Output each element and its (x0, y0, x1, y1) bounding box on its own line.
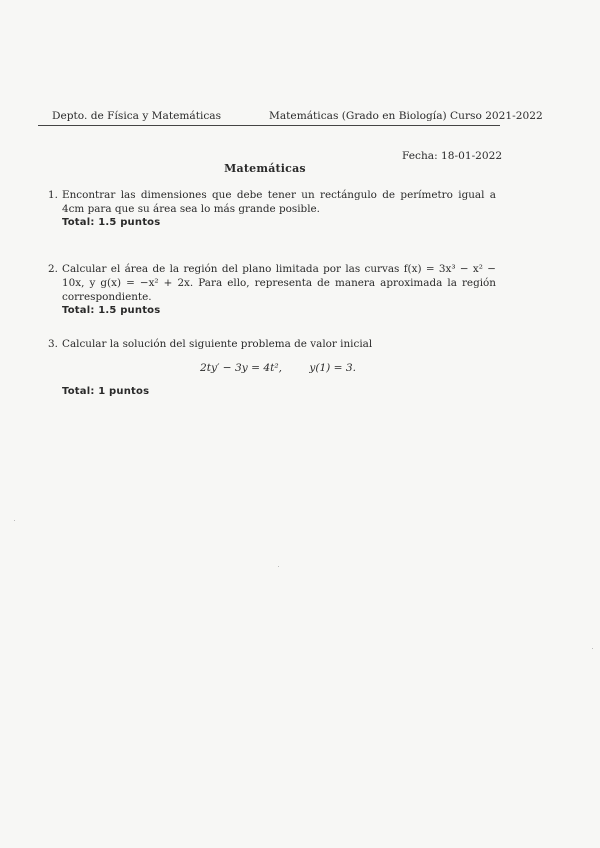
question-total: Total: 1.5 puntos (62, 217, 161, 228)
scan-speck (278, 566, 279, 567)
question-3 (48, 337, 496, 351)
question-text: Encontrar las dimensiones que debe tener un rectángulo de perímetro igual a 4cm para que su área sea lo más grande posible. (62, 189, 496, 215)
question-2 (48, 262, 496, 318)
question-text: Calcular el área de la región del plano limitada por las curvas f(x) = 3x³ − x² − 10x, y g(x) = −x² + 2x. Para ello, representa de manera aproximada la región correspondiente. (62, 263, 496, 303)
question-number: 2. (48, 263, 58, 275)
page-title: Matemáticas (224, 162, 306, 175)
question-text: Calcular la solución del siguiente problema de valor inicial (62, 338, 373, 350)
header-rule (38, 125, 500, 126)
course-label: Matemáticas (Grado en Biología) Curso 2021-2022 (269, 110, 543, 122)
header (38, 110, 543, 126)
exam-date: Fecha: 18-01-2022 (402, 150, 503, 162)
scan-speck (14, 520, 15, 521)
differential-equation: 2ty′ − 3y = 4t², (200, 362, 282, 374)
question-number: 1. (48, 189, 58, 201)
department-label: Depto. de Física y Matemáticas (52, 110, 222, 122)
question-3-equation (200, 362, 356, 374)
question-total: Total: 1.5 puntos (62, 305, 161, 316)
question-total: Total: 1 puntos (62, 386, 150, 397)
question-1 (48, 188, 496, 230)
initial-condition: y(1) = 3. (309, 362, 357, 374)
question-number: 3. (48, 338, 58, 350)
scan-speck (592, 648, 593, 649)
